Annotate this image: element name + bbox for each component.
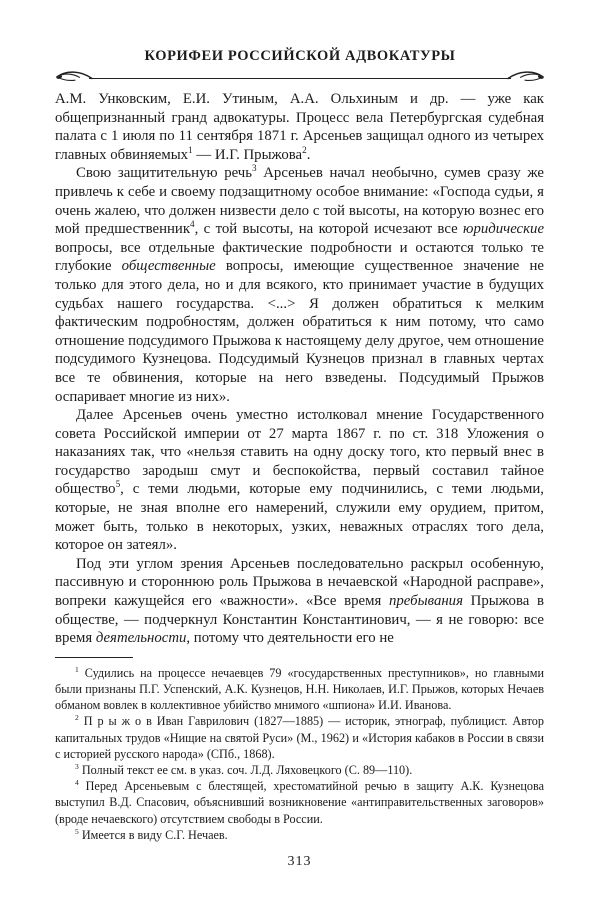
header-rule-line <box>89 78 511 79</box>
text-run: Имеется в виду С.Г. Нечаев. <box>78 827 228 842</box>
footnote <box>55 762 544 778</box>
body-paragraph <box>55 164 544 406</box>
italic-text-run: деятельности <box>95 630 187 647</box>
body-paragraph <box>55 555 544 648</box>
italic-text-run: общественные <box>121 258 216 275</box>
text-run: Под эти углом зрения Арсеньев последовательно раскрыл особенную, пассивную и стороннюю роль Прыжова в нечаевской «Народной расправе», вопреки кажущейся его «важности». «Все время <box>55 555 544 610</box>
text-run: вопросы, имеющие существенное значение не только для этого дела, но и для всякого, кто принимает участие в будущих судьбах нашего государства. <...> Я должен обратиться к мелким фактическим подробностям, должен обратиться к ним потому, что само отношение подсудимого Прыжова к настоящему делу другое, чем отношение подсудимого Кузнецова. Подсудимый Кузнецов признал в главных чертах все те обвинения, которые на него взведены. Подсудимый Прыжов оспаривает многие из них». <box>55 258 544 405</box>
italic-text-run: юридические <box>463 221 545 238</box>
text-run: Перед Арсеньевым с блестящей, хрестоматийной речью в защиту А.К. Кузнецова выступил В.Д. Спасович, объяснивший возникновение «антиправительственных заговоров» (вроде нечаевского) отсутствием свободы в России. <box>55 779 544 826</box>
text-run: Прыжова в обществе, — подчеркнул Константин Константинович, — я не говорю: все время <box>55 593 544 647</box>
footnote-ref-superscript: 1 <box>188 144 193 155</box>
footnotes <box>55 665 544 843</box>
text-run: — И.Г. Прыжова <box>192 146 303 163</box>
footnote <box>55 827 544 843</box>
text-run: А.М. Унковским, Е.И. Утиным, А.А. Ольхиным и др. — уже как общепризнанный гранд адвокатуры. Процесс вела Петербургская судебная палата с 1 июля по 11 сентября 1871 г. Арсеньев защищал одного из четырех главных обвиняемых <box>55 91 544 163</box>
text-run: Арсеньев начал необычно, сумев сразу же привлечь к себе и своему подзащитному особое внимание: «Господа судьи, я очень жалею, что должен низвести дело с той высоты, на которую вознес его мой предшественник <box>55 165 544 238</box>
footnote <box>55 713 544 762</box>
text-run: вопросы, все отдельные фактические подробности и остаются только те глубокие <box>55 239 544 275</box>
text-run: Свою защитительную речь <box>76 165 252 182</box>
text-run: , с той высоты, на которой исчезают все <box>194 221 464 238</box>
flourish-left-icon <box>55 68 93 83</box>
text-run: . <box>306 146 311 163</box>
footnote-marker-superscript: 4 <box>75 778 79 788</box>
body-paragraph <box>55 406 544 555</box>
footnote-marker-superscript: 1 <box>75 664 79 674</box>
body-text <box>55 90 544 648</box>
footnote-ref-superscript: 5 <box>115 479 121 490</box>
italic-text-run: пребывания <box>388 593 463 610</box>
footnote-ref-superscript: 4 <box>190 219 195 230</box>
text-run: Полный текст ее см. в указ. соч. Л.Д. Ляховецкого (С. 89—110). <box>78 763 413 778</box>
text-run: , потому что деятельности его не <box>186 630 394 647</box>
text-run: П р ы ж о в Иван Гаврилович (1827—1885) — историк, этнограф, публицист. Автор капитальных трудов «Нищие на святой Руси» (М., 1962) и «История кабаков в России в связи с историей русского народа» (СПб., 1868). <box>55 714 544 761</box>
text-run: , с теми людьми, которые ему подчинились, с теми людьми, которые, не зная вполне его намерений, служили ему орудием, притом, может быть, только в некоторых, узких, неважных отраслях того дела, которое он затеял». <box>55 481 544 554</box>
footnote-separator <box>55 657 133 658</box>
text-run: Далее Арсеньев очень уместно истолковал мнение Государственного совета Российской империи от 27 марта 1867 г. по ст. 318 Уложения о наказаниях так, что «нельзя ставить на одну доску того, кто первый внес в государство зародыш смут и беспокойства, первый составил тайное общество <box>55 407 544 498</box>
page-number: 313 <box>287 854 312 870</box>
footnote-ref-superscript: 3 <box>251 163 257 174</box>
flourish-right-icon <box>507 68 545 83</box>
page-content <box>55 90 544 870</box>
footnote <box>55 778 544 827</box>
body-paragraph <box>55 90 544 164</box>
footnote-marker-superscript: 3 <box>75 761 79 771</box>
footnote-marker-superscript: 2 <box>75 713 79 723</box>
page-title: КОРИФЕИ РОССИЙСКОЙ АДВОКАТУРЫ <box>144 48 456 64</box>
footnote <box>55 665 544 714</box>
header-rule <box>55 68 545 84</box>
running-header <box>55 48 545 84</box>
footnote-ref-superscript: 2 <box>302 144 307 155</box>
text-run: Судились на процессе нечаевцев 79 «государственных преступников», но главными были признаны П.Г. Успенский, А.К. Кузнецов, Н.Н. Николаев, И.Г. Прыжов, которых Нечаев обманом вовлек в коллективное убийство мнимого «шпиона» И.И. Иванова. <box>55 665 544 713</box>
footnote-marker-superscript: 5 <box>75 826 79 836</box>
